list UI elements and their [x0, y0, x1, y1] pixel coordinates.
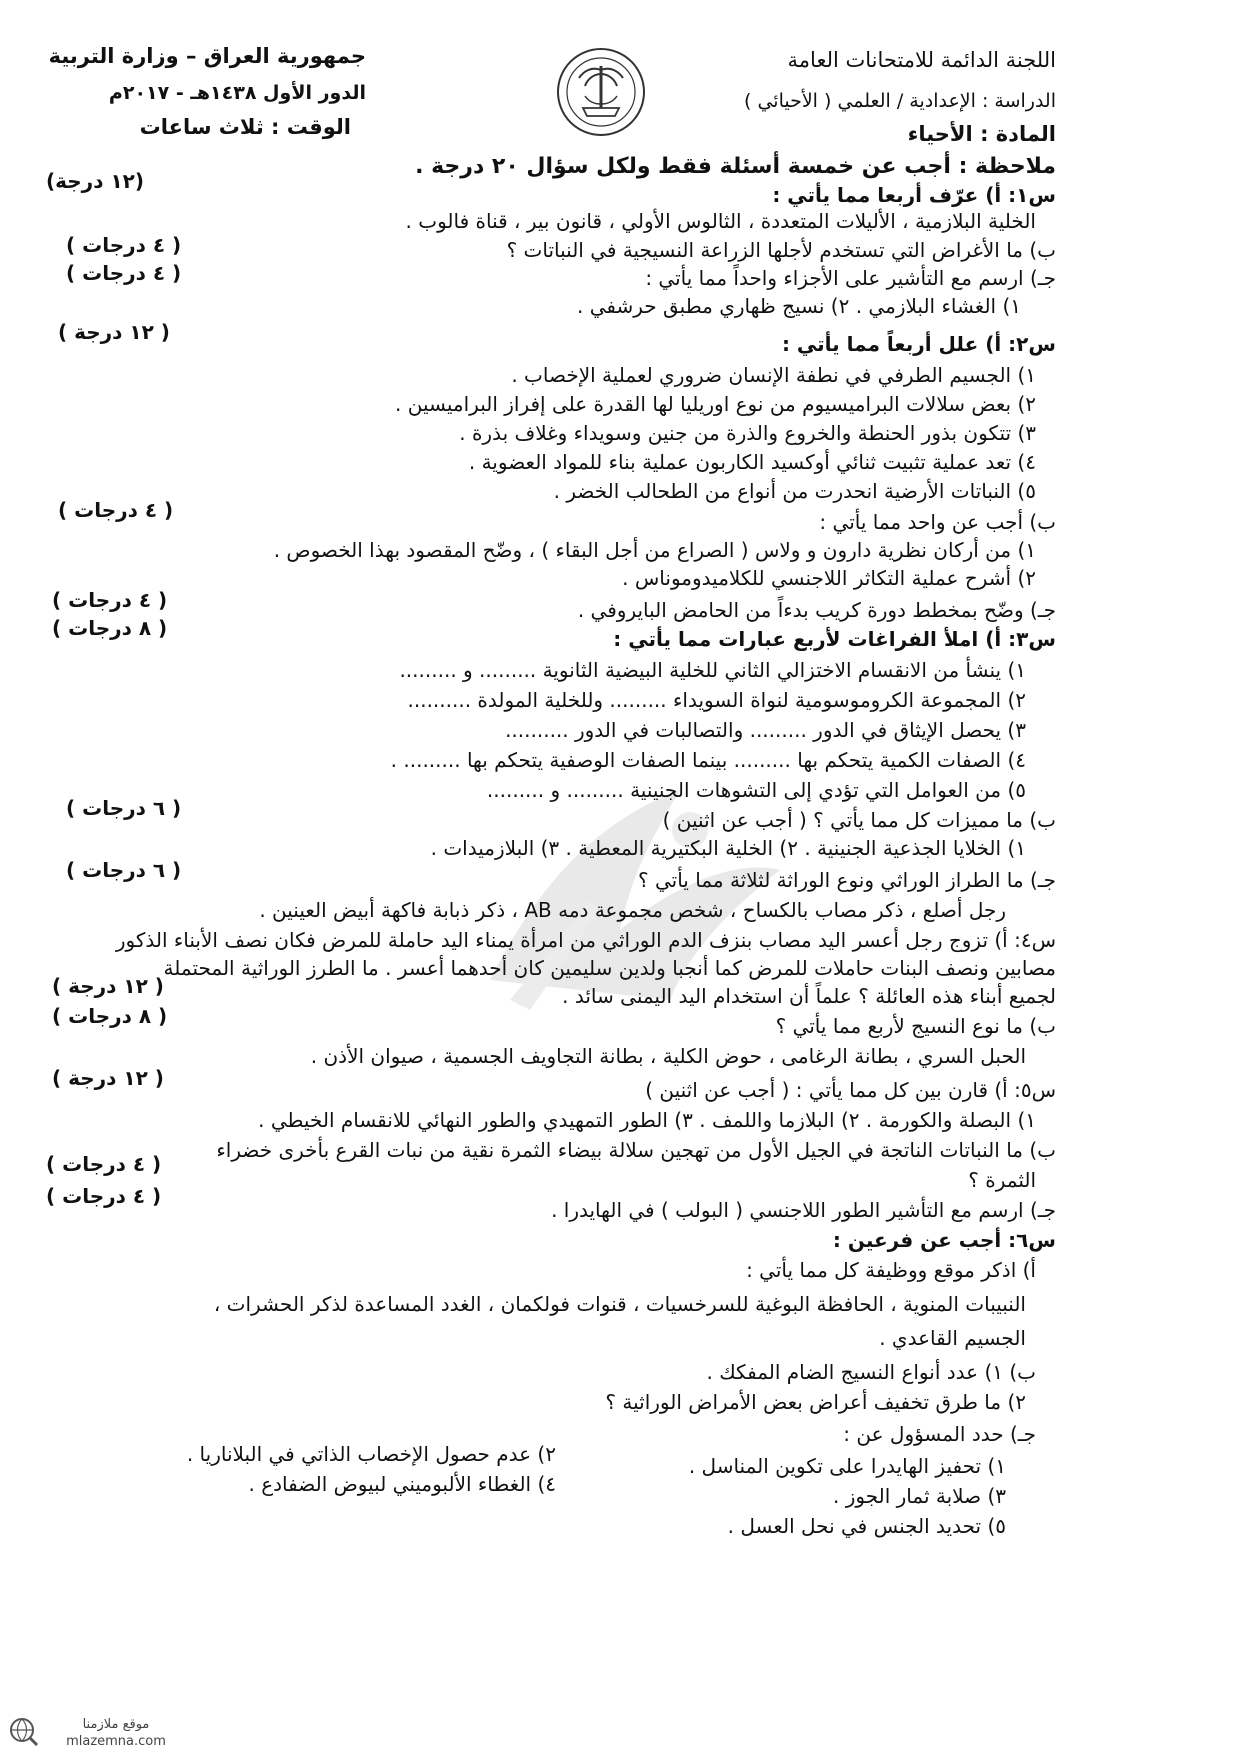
q3-c: جـ) ما الطراز الوراثي ونوع الوراثة لثلاثة مما يأتي ؟	[638, 868, 1056, 892]
exam-round: الدور الأول ١٤٣٨هـ - ٢٠١٧م	[108, 82, 366, 104]
q2-b-mark: ( ٤ درجات )	[58, 498, 174, 522]
q5-b-mark: ( ٤ درجات )	[46, 1152, 162, 1176]
q4-b: ب) ما نوع النسيج لأربع مما يأتي ؟	[775, 1014, 1056, 1038]
q2-b-2: ٢) أشرح عملية التكاثر اللاجنسي للكلاميدوموناس .	[622, 566, 1036, 590]
country-ministry: جمهورية العراق – وزارة التربية	[48, 44, 366, 68]
exam-time: الوقت : ثلاث ساعات	[139, 115, 351, 139]
subject-line: المادة : الأحياء	[907, 122, 1056, 146]
q4-b-mark: ( ٨ درجات )	[52, 1004, 168, 1028]
committee-title: اللجنة الدائمة للامتحانات العامة	[787, 48, 1056, 72]
site-logo	[6, 1712, 176, 1752]
q6-a-items-2: الجسيم القاعدي .	[879, 1326, 1026, 1350]
q2-b-1: ١) من أركان نظرية دارون و ولاس ( الصراع من أجل البقاء ) ، وضّح المقصود بهذا الخصوص .	[273, 538, 1036, 562]
q4-a-mark: ( ١٢ درجة )	[52, 974, 164, 998]
q3-c-items: رجل أصلع ، ذكر مصاب بالكساح ، شخص مجموعة دمه AB ، ذكر ذبابة فاكهة أبيض العينين .	[259, 898, 1006, 922]
logo-text: موقع ملازمنا	[82, 1717, 150, 1732]
q2-b: ب) أجب عن واحد مما يأتي :	[819, 510, 1056, 534]
q4-a-line3: لجميع أبناء هذه العائلة ؟ علماً أن استخدام اليد اليمنى سائد .	[562, 984, 1056, 1008]
q4-a-line1: س٤: أ) تزوج رجل أعسر اليد مصاب بنزف الدم الوراثي من امرأة يمناء اليد حاملة للمرض فكان نصف الأبناء الذكور	[115, 928, 1056, 952]
q6-c-4: ٤) الغطاء الألبوميني لبيوض الضفادع .	[248, 1472, 556, 1496]
q4-b-items: الحبل السري ، بطانة الرغامى ، حوض الكلية ، بطانة التجاويف الجسمية ، صيوان الأذن .	[310, 1044, 1026, 1068]
q2-c-mark: ( ٤ درجات )	[52, 588, 168, 612]
q2-a-4: ٤) تعد عملية تثبيت ثنائي أوكسيد الكاربون عملية بناء للمواد العضوية .	[468, 450, 1036, 474]
q3-b: ب) ما مميزات كل مما يأتي ؟ ( أجب عن اثنين )	[662, 808, 1056, 832]
q1-a: س١: أ) عرّف أربعا مما يأتي :	[772, 183, 1056, 207]
search-globe-icon	[11, 1719, 37, 1745]
q5-b-line2: الثمرة ؟	[968, 1168, 1036, 1192]
q6-b-1: ب) ١) عدد أنواع النسيج الضام المفكك .	[706, 1360, 1036, 1384]
q3-b-items: ١) الخلايا الجذعية الجنينية . ٢) الخلية البكتيرية المعطية . ٣) البلازميدات .	[430, 836, 1026, 860]
q1-c: جـ) ارسم مع التأشير على الأجزاء واحداً مما يأتي :	[645, 266, 1056, 290]
q2-a-mark: ( ١٢ درجة )	[58, 320, 170, 344]
q5-c-mark: ( ٤ درجات )	[46, 1184, 162, 1208]
q3-a-4: ٤) الصفات الكمية يتحكم بها ......... بينما الصفات الوصفية يتحكم بها ......... .	[390, 748, 1026, 772]
q6-c-2: ٢) عدم حصول الإخصاب الذاتي في البلاناريا .	[186, 1442, 556, 1466]
q1-c-mark: ( ٤ درجات )	[66, 261, 182, 285]
q3-a-5: ٥) من العوامل التي تؤدي إلى التشوهات الجنينية ......... و .........	[486, 778, 1026, 802]
q6-header: س٦: أجب عن فرعين :	[832, 1228, 1056, 1252]
q6-a-items-1: النبيبات المنوية ، الحافظة البوغية للسرخسيات ، قنوات فولكمان ، الغدد المساعدة لذكر الحشرات ،	[213, 1292, 1026, 1316]
q1-a-items: الخلية البلازمية ، الأليلات المتعددة ، الثالوس الأولي ، قانون بير ، قناة فالوب .	[405, 209, 1036, 233]
q2-a: س٢: أ) علل أربعاً مما يأتي :	[781, 332, 1056, 356]
q3-b-mark: ( ٦ درجات )	[66, 796, 182, 820]
q6-b-2: ٢) ما طرق تخفيف أعراض بعض الأمراض الوراثية ؟	[605, 1390, 1026, 1414]
q3-c-mark: ( ٦ درجات )	[66, 858, 182, 882]
q6-c: جـ) حدد المسؤول عن :	[843, 1422, 1036, 1446]
q1-c-items: ١) الغشاء البلازمي . ٢) نسيج ظهاري مطبق حرشفي .	[576, 294, 1021, 318]
q3-a-mark: ( ٨ درجات )	[52, 616, 168, 640]
exam-note: ملاحظة : أجب عن خمسة أسئلة فقط ولكل سؤال ٢٠ درجة .	[415, 154, 1056, 179]
q5-a-mark: ( ١٢ درجة )	[52, 1066, 164, 1090]
q5-a: س٥: أ) قارن بين كل مما يأتي : ( أجب عن اثنين )	[645, 1078, 1056, 1102]
q6-a: أ) اذكر موقع ووظيفة كل مما يأتي :	[746, 1258, 1036, 1282]
q3-a-3: ٣) يحصل الإيثاق في الدور ......... والتصالبات في الدور ..........	[505, 718, 1026, 742]
q2-c: جـ) وضّح بمخطط دورة كريب بدءاً من الحامض البايروفي .	[577, 598, 1056, 622]
q3-a-1: ١) ينشأ من الانقسام الاختزالي الثاني للخلية البيضية الثانوية ......... و .........	[399, 658, 1026, 682]
q2-a-2: ٢) بعض سلالات البراميسيوم من نوع اوريليا لها القدرة على إفراز البراميسين .	[395, 392, 1036, 416]
q6-c-3: ٣) صلابة ثمار الجوز .	[833, 1484, 1006, 1508]
q6-c-1: ١) تحفيز الهايدرا على تكوين المناسل .	[688, 1454, 1006, 1478]
q4-a-line2: مصابين ونصف البنات حاملات للمرض كما أنجبا ولدين سليمين كان أحدهما أعسر . ما الطرز الوراثية المحتملة	[163, 956, 1056, 980]
q2-a-5: ٥) النباتات الأرضية انحدرت من أنواع من الطحالب الخضر .	[553, 479, 1036, 503]
q1-b-mark: ( ٤ درجات )	[66, 233, 182, 257]
q5-c: جـ) ارسم مع التأشير الطور اللاجنسي ( البولب ) في الهايدرا .	[551, 1198, 1056, 1222]
ministry-seal-icon	[555, 46, 647, 138]
study-line: الدراسة : الإعدادية / العلمي ( الأحيائي )	[744, 90, 1056, 112]
logo-url: mlazemna.com	[66, 1734, 166, 1749]
q5-a-items: ١) البصلة والكورمة . ٢) البلازما واللمف . ٣) الطور التمهيدي والطور النهائي للانقسام الخيطي .	[258, 1108, 1036, 1132]
q3-a: س٣: أ) املأ الفراغات لأربع عبارات مما يأتي :	[613, 627, 1056, 651]
q2-a-3: ٣) تتكون بذور الحنطة والخروع والذرة من جنين وسويداء وغلاف بذرة .	[459, 421, 1036, 445]
q5-b-line1: ب) ما النباتات الناتجة في الجيل الأول من تهجين سلالة بيضاء الثمرة نقية من نبات القرع بأخرى خضراء	[216, 1138, 1056, 1162]
q6-c-5: ٥) تحديد الجنس في نحل العسل .	[727, 1514, 1006, 1538]
q1-a-mark: (١٢ درجة)	[46, 169, 144, 193]
q1-b: ب) ما الأغراض التي تستخدم لأجلها الزراعة النسيجية في النباتات ؟	[506, 238, 1056, 262]
q3-a-2: ٢) المجموعة الكروموسومية لنواة السويداء ......... وللخلية المولدة ..........	[407, 688, 1026, 712]
q2-a-1: ١) الجسيم الطرفي في نطفة الإنسان ضروري لعملية الإخصاب .	[511, 363, 1036, 387]
